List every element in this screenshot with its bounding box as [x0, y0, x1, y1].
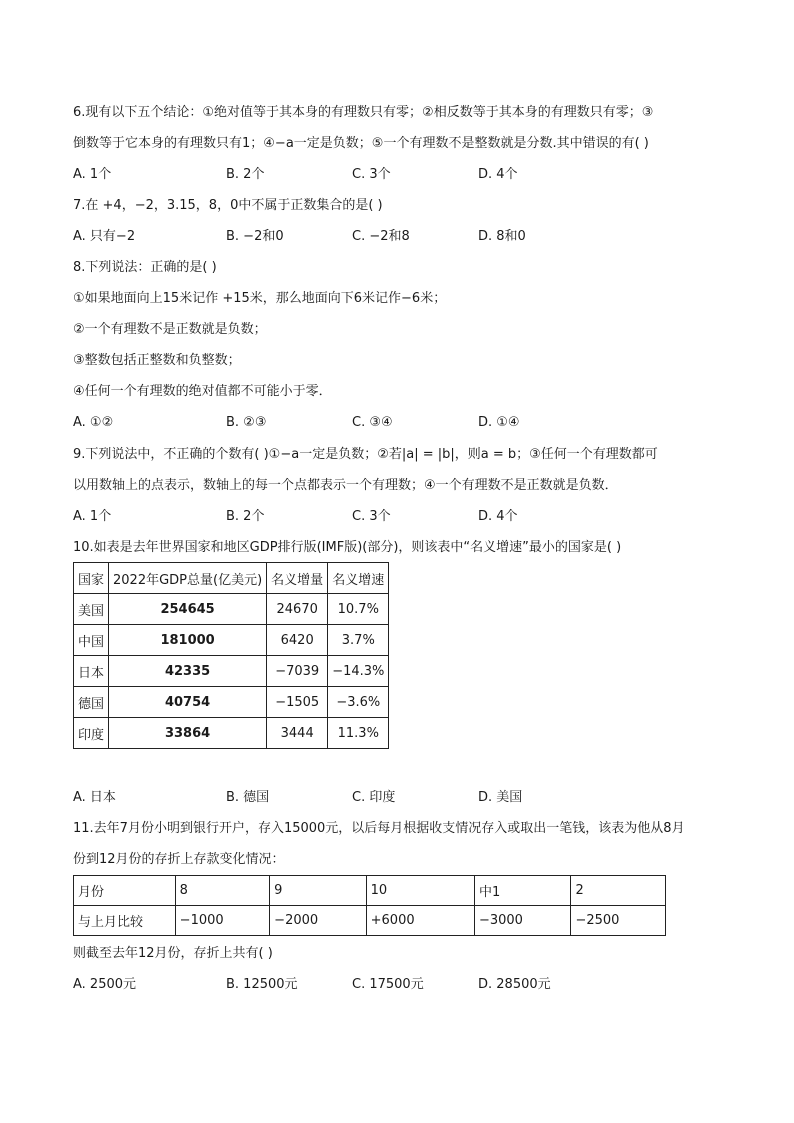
- table-row: [74, 718, 389, 749]
- q9-option-c[interactable]: C. 3个: [352, 509, 391, 524]
- q6-option-d[interactable]: D. 4个: [478, 167, 518, 182]
- q9-option-b[interactable]: B. 2个: [226, 509, 265, 524]
- gdp-cell-country: 日本: [74, 656, 109, 687]
- deposit-cell: 与上月比较: [74, 906, 176, 936]
- gdp-cell-total: 42335: [109, 656, 267, 687]
- q10-line-1: 10.如表是去年世界国家和地区GDP排行版(IMF版)(部分)，则该表中“名义增速”最小的国家是( ): [73, 540, 622, 555]
- q8-statement-2: ②一个有理数不是正数就是负数；: [73, 322, 267, 337]
- q8-statement-3: ③整数包括正整数和负整数；: [73, 353, 241, 368]
- q6-line-1: 6.现有以下五个结论：①绝对值等于其本身的有理数只有零；②相反数等于其本身的有理数只有零；③: [73, 105, 654, 120]
- gdp-cell-total: 33864: [109, 718, 267, 749]
- gdp-cell-country: 印度: [74, 718, 109, 749]
- q7-options: [73, 227, 733, 247]
- q8-option-a[interactable]: A. ①②: [73, 415, 114, 430]
- q9-line-1: 9.下列说法中，不正确的个数有( )①−a一定是负数；②若|a| = |b|，则a = b；③任何一个有理数都可: [73, 447, 658, 462]
- table-row: [74, 656, 389, 687]
- gdp-cell-total: 181000: [109, 625, 267, 656]
- gdp-cell-growth: 11.3%: [328, 718, 389, 749]
- q7-option-d[interactable]: D. 8和0: [478, 229, 526, 244]
- q9-options: [73, 507, 733, 527]
- gdp-cell-country: 美国: [74, 594, 109, 625]
- table-row: [74, 594, 389, 625]
- table-row: [74, 876, 666, 906]
- q9-line-2: 以用数轴上的点表示，数轴上的每一个点都表示一个有理数；④一个有理数不是正数就是负数．: [73, 478, 618, 493]
- gdp-header-increment: 名义增量: [267, 563, 328, 594]
- gdp-cell-increment: −7039: [267, 656, 328, 687]
- q6-options: [73, 165, 733, 185]
- q10-option-b[interactable]: B. 德国: [226, 790, 270, 805]
- q6-option-c[interactable]: C. 3个: [352, 167, 391, 182]
- q8-option-c[interactable]: C. ③④: [352, 415, 393, 430]
- gdp-cell-growth: −14.3%: [328, 656, 389, 687]
- gdp-table-header: [74, 563, 389, 594]
- q11-option-a[interactable]: A. 2500元: [73, 977, 137, 992]
- q8-line-1: 8.下列说法：正确的是( ): [73, 260, 217, 275]
- gdp-cell-growth: −3.6%: [328, 687, 389, 718]
- deposit-cell: 8: [175, 876, 270, 906]
- deposit-table: [73, 875, 666, 936]
- deposit-cell: 2: [571, 876, 666, 906]
- q8-option-d[interactable]: D. ①④: [478, 415, 520, 430]
- q7-option-c[interactable]: C. −2和8: [352, 229, 410, 244]
- q8-statement-4: ④任何一个有理数的绝对值都不可能小于零．: [73, 384, 332, 399]
- deposit-cell: 中1: [474, 876, 570, 906]
- q11-option-c[interactable]: C. 17500元: [352, 977, 424, 992]
- gdp-header-total: 2022年GDP总量(亿美元): [109, 563, 267, 594]
- gdp-table: [73, 562, 389, 749]
- deposit-cell: 10: [366, 876, 474, 906]
- q10-option-c[interactable]: C. 印度: [352, 790, 396, 805]
- q11-line-2: 份到12月份的存折上存款变化情况：: [73, 852, 285, 867]
- q8-options: [73, 413, 733, 433]
- q7-line-1: 7.在 +4，−2，3.15，8，0中不属于正数集合的是( ): [73, 198, 383, 213]
- q11-option-d[interactable]: D. 28500元: [478, 977, 551, 992]
- q11-line-1: 11.去年7月份小明到银行开户，存入15000元，以后每月根据收支情况存入或取出一笔钱，该表为他从8月: [73, 821, 685, 836]
- gdp-cell-increment: −1505: [267, 687, 328, 718]
- deposit-cell: −2500: [571, 906, 666, 936]
- gdp-cell-total: 254645: [109, 594, 267, 625]
- q8-statement-1: ①如果地面向上15米记作 +15米，那么地面向下6米记作−6米；: [73, 291, 447, 306]
- q6-option-b[interactable]: B. 2个: [226, 167, 265, 182]
- q7-option-a[interactable]: A. 只有−2: [73, 229, 136, 244]
- q9-option-d[interactable]: D. 4个: [478, 509, 518, 524]
- q10-option-a[interactable]: A. 日本: [73, 790, 116, 805]
- q7-option-b[interactable]: B. −2和0: [226, 229, 284, 244]
- gdp-cell-growth: 3.7%: [328, 625, 389, 656]
- gdp-cell-increment: 3444: [267, 718, 328, 749]
- deposit-cell: 9: [270, 876, 366, 906]
- table-row: [74, 625, 389, 656]
- q6-option-a[interactable]: A. 1个: [73, 167, 112, 182]
- deposit-cell: −3000: [474, 906, 570, 936]
- gdp-cell-increment: 24670: [267, 594, 328, 625]
- gdp-cell-country: 中国: [74, 625, 109, 656]
- gdp-cell-increment: 6420: [267, 625, 328, 656]
- q8-option-b[interactable]: B. ②③: [226, 415, 267, 430]
- q10-options: [73, 788, 733, 808]
- deposit-cell: −2000: [270, 906, 366, 936]
- q11-options: [73, 975, 733, 995]
- gdp-header-growth: 名义增速: [328, 563, 389, 594]
- q10-option-d[interactable]: D. 美国: [478, 790, 523, 805]
- deposit-cell: −1000: [175, 906, 270, 936]
- gdp-cell-country: 德国: [74, 687, 109, 718]
- q6-line-2: 倒数等于它本身的有理数只有1；④−a一定是负数；⑤一个有理数不是整数就是分数.其中错误的有( ): [73, 136, 649, 151]
- table-row: [74, 906, 666, 936]
- deposit-cell: 月份: [74, 876, 176, 906]
- gdp-cell-growth: 10.7%: [328, 594, 389, 625]
- q11-line-3: 则截至去年12月份，存折上共有( ): [73, 946, 273, 961]
- deposit-cell: +6000: [366, 906, 474, 936]
- q9-option-a[interactable]: A. 1个: [73, 509, 112, 524]
- q11-option-b[interactable]: B. 12500元: [226, 977, 298, 992]
- table-row: [74, 687, 389, 718]
- gdp-header-country: 国家: [74, 563, 109, 594]
- gdp-cell-total: 40754: [109, 687, 267, 718]
